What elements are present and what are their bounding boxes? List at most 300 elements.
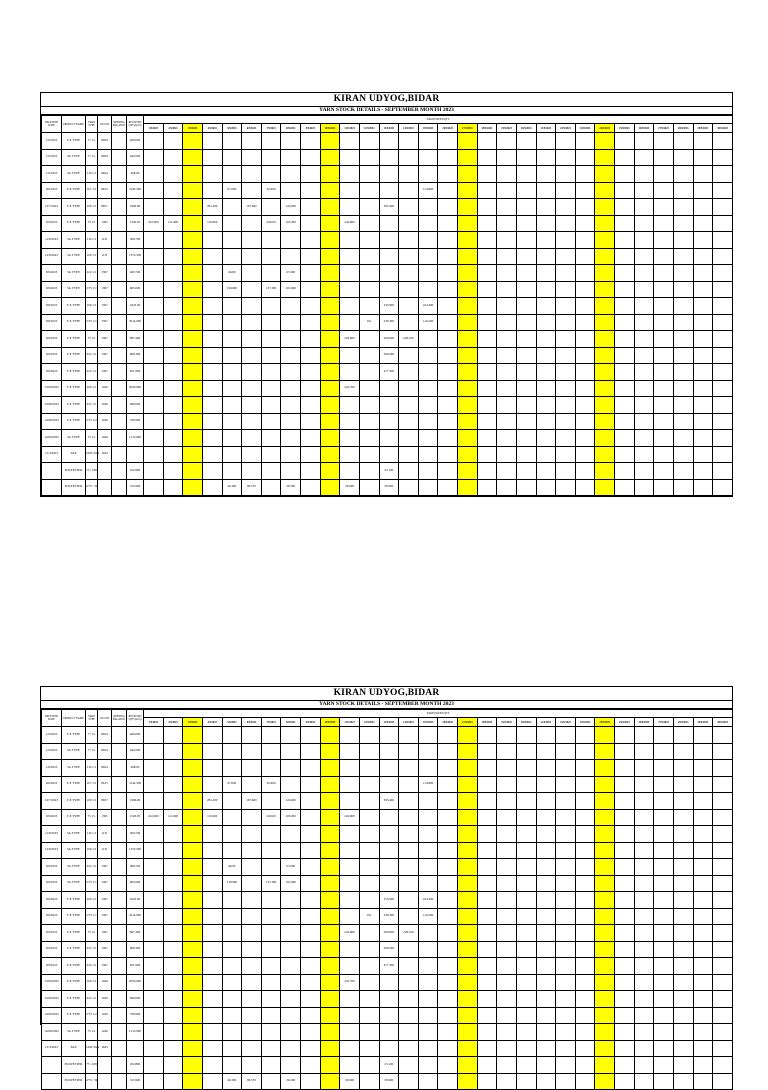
issue-qty-cell <box>536 149 556 166</box>
lot-no-cell: 1397 <box>98 875 112 892</box>
lot-no-cell: 1397 <box>98 331 112 348</box>
product-name-cell: F-E TYPE <box>62 215 86 232</box>
issue-qty-cell <box>379 133 399 150</box>
issue-qty-cell <box>359 793 379 810</box>
issue-qty-cell <box>458 166 478 183</box>
date-header: 4/9/2023 <box>202 124 222 133</box>
issue-qty-cell <box>183 958 203 975</box>
issue-qty-cell <box>713 760 733 777</box>
issue-qty-cell <box>575 149 595 166</box>
issue-qty-cell <box>183 776 203 793</box>
issue-qty-cell <box>301 364 321 381</box>
issue-qty-cell: 239.300 <box>379 314 399 331</box>
issue-qty-cell <box>516 199 536 216</box>
issue-qty-cell <box>222 793 242 810</box>
issue-qty-cell <box>713 1024 733 1041</box>
issue-qty-cell <box>261 364 281 381</box>
issue-qty-cell <box>301 314 321 331</box>
issue-qty-cell <box>615 875 635 892</box>
issue-qty-cell <box>673 314 693 331</box>
issue-qty-cell: 97.000 <box>222 182 242 199</box>
issue-qty-cell <box>536 413 556 430</box>
issue-qty-cell <box>438 1007 458 1024</box>
issue-qty-cell <box>202 760 222 777</box>
received-date-cell <box>42 463 62 480</box>
yarn-type-cell: 116 1/1 <box>86 760 98 777</box>
issue-qty-cell <box>399 941 419 958</box>
issue-qty-cell <box>379 974 399 991</box>
issue-qty-cell <box>163 925 183 942</box>
issue-qty-cell <box>595 875 615 892</box>
issue-qty-cell <box>261 859 281 876</box>
issue-qty-cell <box>163 875 183 892</box>
issue-qty-cell <box>713 908 733 925</box>
issue-qty-cell <box>340 991 360 1008</box>
yarn-type-cell: 2/75 1/1 <box>86 908 98 925</box>
issue-qty-cell <box>713 974 733 991</box>
issue-qty-cell <box>242 380 262 397</box>
issue-qty-cell <box>359 875 379 892</box>
issue-qty-cell <box>673 793 693 810</box>
received-qty-cell <box>127 446 144 463</box>
issue-qty-cell <box>163 941 183 958</box>
issue-qty-cell <box>556 199 576 216</box>
issue-qty-cell <box>261 958 281 975</box>
issue-qty-cell <box>222 892 242 909</box>
issue-qty-cell <box>379 380 399 397</box>
issue-qty-cell <box>634 958 654 975</box>
issue-qty-cell <box>144 314 164 331</box>
received-date-cell: 11/8/2023 <box>42 826 62 843</box>
issue-qty-cell <box>615 743 635 760</box>
issue-qty-cell <box>595 859 615 876</box>
issue-qty-cell <box>379 413 399 430</box>
issue-qty-cell <box>516 760 536 777</box>
received-qty-cell: 951.900 <box>127 958 144 975</box>
issue-qty-cell <box>575 1073 595 1090</box>
issue-qty-cell <box>713 892 733 909</box>
issue-qty-cell <box>497 166 517 183</box>
issue-qty-cell <box>301 974 321 991</box>
date-header: 10/9/2023 <box>320 124 340 133</box>
lot-no-cell: 1397 <box>98 347 112 364</box>
issue-qty-cell <box>340 133 360 150</box>
issue-qty-cell <box>399 463 419 480</box>
issue-qty-cell <box>595 974 615 991</box>
issue-qty-cell <box>399 166 419 183</box>
issue-qty-cell <box>399 1057 419 1074</box>
issue-qty-cell <box>340 1024 360 1041</box>
received-qty-cell: 409.000 <box>127 133 144 150</box>
issue-qty-cell <box>418 1024 438 1041</box>
issue-qty-cell <box>713 232 733 249</box>
opening-balance-cell <box>112 908 127 925</box>
issue-qty-cell <box>595 743 615 760</box>
issue-qty-cell: 29.900 <box>340 479 360 496</box>
issue-qty-cell <box>497 281 517 298</box>
issue-qty-cell <box>654 149 674 166</box>
issue-qty-cell <box>556 463 576 480</box>
issue-qty-cell <box>477 446 497 463</box>
issue-qty-cell <box>340 1007 360 1024</box>
issue-qty-cell <box>497 727 517 744</box>
issue-qty-cell <box>144 413 164 430</box>
opening-balance-cell <box>112 974 127 991</box>
opening-balance-cell <box>112 892 127 909</box>
issue-qty-cell <box>673 182 693 199</box>
issue-qty-cell <box>144 925 164 942</box>
date-header: 25/9/2023 <box>615 124 635 133</box>
issue-qty-cell <box>418 809 438 826</box>
issue-qty-cell <box>516 413 536 430</box>
issue-qty-cell <box>693 331 713 348</box>
issue-qty-cell: 56.900 <box>261 776 281 793</box>
issue-qty-cell <box>438 182 458 199</box>
issue-qty-cell <box>575 842 595 859</box>
issue-qty-cell <box>556 133 576 150</box>
issue-qty-cell: 229.100 <box>399 331 419 348</box>
product-name-cell: SG TYPE <box>62 166 86 183</box>
issue-qty-cell <box>713 397 733 414</box>
issue-qty-cell <box>615 182 635 199</box>
issue-qty-cell <box>634 265 654 282</box>
issue-qty-cell <box>301 397 321 414</box>
issue-qty-cell <box>320 314 340 331</box>
issue-qty-cell <box>713 248 733 265</box>
date-header: 13/9/2023 <box>379 124 399 133</box>
stock-table <box>41 709 733 1090</box>
col-header-yarn-type: YARN TYPE <box>86 116 98 133</box>
issue-qty-cell <box>359 446 379 463</box>
received-qty-cell: 409.700 <box>127 859 144 876</box>
issue-qty-cell <box>497 1073 517 1090</box>
issue-qty-cell <box>477 265 497 282</box>
issue-qty-cell: 137.300 <box>261 281 281 298</box>
issue-qty-cell <box>458 479 478 496</box>
issue-qty-cell <box>281 182 301 199</box>
issue-qty-cell <box>320 1040 340 1057</box>
issue-qty-cell <box>615 892 635 909</box>
issue-qty-cell <box>575 1007 595 1024</box>
issue-qty-cell <box>163 182 183 199</box>
issue-qty-cell <box>222 149 242 166</box>
date-header: 24/9/2023 <box>595 718 615 727</box>
lot-no-cell <box>98 1073 112 1090</box>
issue-qty-cell <box>418 149 438 166</box>
issue-qty-cell: 477.300 <box>379 958 399 975</box>
issue-qty-cell <box>202 1073 222 1090</box>
table-row <box>42 793 733 810</box>
issue-qty-cell <box>359 776 379 793</box>
product-name-cell: POLYESTER <box>62 1073 86 1090</box>
issue-qty-cell <box>634 463 654 480</box>
issue-qty-cell <box>183 265 203 282</box>
received-date-cell: 1/6/2023 <box>42 743 62 760</box>
issue-qty-cell <box>438 149 458 166</box>
issue-qty-cell <box>320 413 340 430</box>
opening-balance-cell <box>112 133 127 150</box>
issue-qty-cell <box>242 760 262 777</box>
issue-qty-cell <box>713 991 733 1008</box>
issue-qty-cell <box>477 479 497 496</box>
issue-qty-cell <box>556 908 576 925</box>
issue-qty-cell <box>497 479 517 496</box>
product-name-cell: F-E TYPE <box>62 925 86 942</box>
issue-qty-cell <box>536 826 556 843</box>
issue-qty-cell <box>458 380 478 397</box>
issue-qty-cell <box>615 248 635 265</box>
issue-qty-cell <box>222 331 242 348</box>
issue-qty-cell <box>202 265 222 282</box>
col-header-product-name: PRODUCT NAME <box>62 116 86 133</box>
issue-qty-cell <box>261 1040 281 1057</box>
issue-qty-cell <box>320 776 340 793</box>
issue-qty-cell <box>359 380 379 397</box>
issue-qty-cell <box>340 958 360 975</box>
lot-no-cell: 1397 <box>98 298 112 315</box>
issue-qty-cell <box>359 248 379 265</box>
issue-qty-cell <box>477 1007 497 1024</box>
yarn-type-cell: 75 1/1 <box>86 430 98 447</box>
issue-qty-cell <box>556 314 576 331</box>
issue-qty-cell <box>556 892 576 909</box>
issue-qty-cell <box>575 974 595 991</box>
issue-qty-cell <box>222 743 242 760</box>
issue-qty-cell <box>615 199 635 216</box>
date-header: 18/9/2023 <box>477 718 497 727</box>
issue-qty-cell <box>261 463 281 480</box>
issue-qty-cell <box>144 826 164 843</box>
table-row <box>42 380 733 397</box>
issue-qty-cell <box>575 1057 595 1074</box>
issue-qty-cell <box>359 298 379 315</box>
issue-qty-cell <box>516 991 536 1008</box>
issue-qty-cell <box>144 430 164 447</box>
received-qty-cell: 500.700 <box>127 232 144 249</box>
issue-qty-cell <box>516 875 536 892</box>
issue-qty-cell <box>693 166 713 183</box>
issue-qty-cell <box>595 1007 615 1024</box>
issue-qty-cell <box>281 1024 301 1041</box>
issue-qty-cell: 281.200 <box>202 793 222 810</box>
received-date-cell: 9/9/2023 <box>42 215 62 232</box>
issue-qty-cell <box>654 875 674 892</box>
issue-qty-cell <box>458 265 478 282</box>
issue-qty-cell <box>242 974 262 991</box>
issue-qty-cell <box>536 1073 556 1090</box>
date-header: 5/9/2023 <box>222 718 242 727</box>
issue-qty-cell <box>575 347 595 364</box>
issue-qty-cell <box>242 166 262 183</box>
issue-qty-cell <box>693 941 713 958</box>
date-header: 2/9/2023 <box>163 124 183 133</box>
issue-qty-cell <box>536 776 556 793</box>
issue-qty-cell <box>516 925 536 942</box>
lot-no-cell: 1397 <box>98 958 112 975</box>
issue-qty-cell <box>634 760 654 777</box>
issue-qty-cell <box>222 397 242 414</box>
issue-qty-cell <box>281 892 301 909</box>
issue-qty-cell <box>438 809 458 826</box>
issue-qty-cell <box>595 908 615 925</box>
issue-qty-cell <box>242 182 262 199</box>
issue-qty-cell <box>458 826 478 843</box>
issue-qty-cell <box>301 281 321 298</box>
issue-qty-cell <box>516 974 536 991</box>
issue-qty-cell: 299.200 <box>379 347 399 364</box>
issue-qty-cell <box>713 182 733 199</box>
issue-qty-cell <box>418 248 438 265</box>
issue-qty-cell <box>183 364 203 381</box>
issue-qty-cell <box>536 199 556 216</box>
issue-qty-cell <box>261 380 281 397</box>
issue-qty-cell <box>634 1007 654 1024</box>
issue-qty-cell <box>458 925 478 942</box>
issue-qty-cell <box>163 133 183 150</box>
issue-qty-cell <box>379 232 399 249</box>
issue-qty-cell <box>320 875 340 892</box>
issue-qty-cell <box>477 958 497 975</box>
product-name-cell: TAX <box>62 1040 86 1057</box>
issue-qty-cell <box>359 826 379 843</box>
issue-qty-cell <box>673 215 693 232</box>
issue-qty-cell <box>477 298 497 315</box>
received-date-cell: 9/9/2023 <box>42 809 62 826</box>
issue-qty-cell <box>673 380 693 397</box>
issue-qty-cell <box>595 958 615 975</box>
opening-balance-cell <box>112 958 127 975</box>
issue-qty-cell <box>261 908 281 925</box>
issue-qty-cell <box>222 826 242 843</box>
issue-qty-cell <box>359 859 379 876</box>
issue-qty-cell <box>183 826 203 843</box>
yarn-type-cell: 2/75 1/1 <box>86 314 98 331</box>
issue-qty-cell <box>379 149 399 166</box>
issue-qty-cell <box>654 908 674 925</box>
issue-qty-cell: 23.100 <box>379 1057 399 1074</box>
issue-qty-cell <box>615 1040 635 1057</box>
issue-qty-cell <box>654 941 674 958</box>
issue-qty-cell <box>536 892 556 909</box>
issue-qty-cell <box>477 133 497 150</box>
issue-qty-cell <box>202 232 222 249</box>
issue-qty-cell <box>261 479 281 496</box>
lot-no-cell: 1397 <box>98 859 112 876</box>
issue-qty-cell <box>281 133 301 150</box>
issue-qty-cell: 137.300 <box>261 875 281 892</box>
issue-qty-cell <box>654 232 674 249</box>
issue-qty-cell <box>418 265 438 282</box>
issue-qty-cell <box>516 166 536 183</box>
issue-qty-cell <box>516 314 536 331</box>
issue-qty-cell <box>144 1040 164 1057</box>
issue-qty-cell <box>359 1007 379 1024</box>
issue-qty-cell <box>634 1073 654 1090</box>
issue-qty-cell: 46.300 <box>222 1073 242 1090</box>
issue-qty-cell <box>163 760 183 777</box>
issue-qty-cell <box>458 892 478 909</box>
issue-qty-cell <box>359 809 379 826</box>
opening-balance-cell <box>112 1057 127 1074</box>
issue-qty-cell <box>713 859 733 876</box>
issue-qty-cell <box>418 199 438 216</box>
issue-qty-cell <box>340 1040 360 1057</box>
opening-balance-cell <box>112 281 127 298</box>
issue-qty-cell <box>477 941 497 958</box>
issue-qty-cell <box>654 281 674 298</box>
issue-qty-cell <box>713 380 733 397</box>
issue-qty-cell <box>399 1040 419 1057</box>
received-date-cell: 9/9/2023 <box>42 364 62 381</box>
issue-qty-cell <box>497 1057 517 1074</box>
issue-qty-cell <box>634 199 654 216</box>
opening-balance-cell <box>112 298 127 315</box>
product-name-cell: F-E TYPE <box>62 413 86 430</box>
issue-qty-cell <box>615 842 635 859</box>
received-date-cell: 1/6/2023 <box>42 149 62 166</box>
issue-qty-cell: 67.600 <box>281 859 301 876</box>
received-date-cell: 12/8/2023 <box>42 248 62 265</box>
issue-qty-cell <box>693 380 713 397</box>
issue-qty-cell <box>477 215 497 232</box>
issue-qty-cell <box>183 743 203 760</box>
issue-qty-cell <box>183 298 203 315</box>
issue-qty-cell <box>301 991 321 1008</box>
issue-qty-cell <box>673 413 693 430</box>
yarn-type-cell: 77 1/1 <box>86 149 98 166</box>
issue-qty-cell <box>673 248 693 265</box>
issue-qty-cell <box>418 232 438 249</box>
issue-qty-cell <box>458 149 478 166</box>
issue-qty-cell <box>399 133 419 150</box>
issue-qty-cell <box>615 166 635 183</box>
issue-qty-cell <box>320 859 340 876</box>
issue-qty-cell <box>144 199 164 216</box>
issue-qty-cell <box>163 314 183 331</box>
issue-qty-cell <box>477 413 497 430</box>
table-row <box>42 331 733 348</box>
issue-qty-cell <box>242 314 262 331</box>
received-qty-cell: 2050.600 <box>127 380 144 397</box>
issue-qty-cell <box>202 859 222 876</box>
issue-qty-cell <box>359 281 379 298</box>
issue-qty-cell <box>359 941 379 958</box>
issue-qty-cell <box>301 446 321 463</box>
issue-qty-cell <box>458 248 478 265</box>
issue-qty-cell <box>301 479 321 496</box>
issue-qty-cell <box>536 958 556 975</box>
issue-qty-cell <box>595 479 615 496</box>
issue-qty-cell <box>634 347 654 364</box>
issue-qty-cell <box>301 743 321 760</box>
issue-qty-cell <box>556 248 576 265</box>
received-qty-cell: 500.700 <box>127 826 144 843</box>
issue-qty-cell <box>144 281 164 298</box>
issue-qty-cell <box>202 149 222 166</box>
yarn-type-cell: 100 1/1 <box>86 199 98 216</box>
issue-qty-cell <box>202 727 222 744</box>
issue-qty-cell <box>144 347 164 364</box>
received-date-cell <box>42 479 62 496</box>
issue-qty-cell <box>693 479 713 496</box>
received-date-cell: 9/9/2023 <box>42 281 62 298</box>
issue-qty-cell <box>242 413 262 430</box>
issue-qty-cell <box>497 397 517 414</box>
issue-qty-cell <box>320 397 340 414</box>
issue-qty-cell <box>340 364 360 381</box>
product-name-cell: F-E TYPE <box>62 199 86 216</box>
issue-qty-cell <box>281 991 301 1008</box>
